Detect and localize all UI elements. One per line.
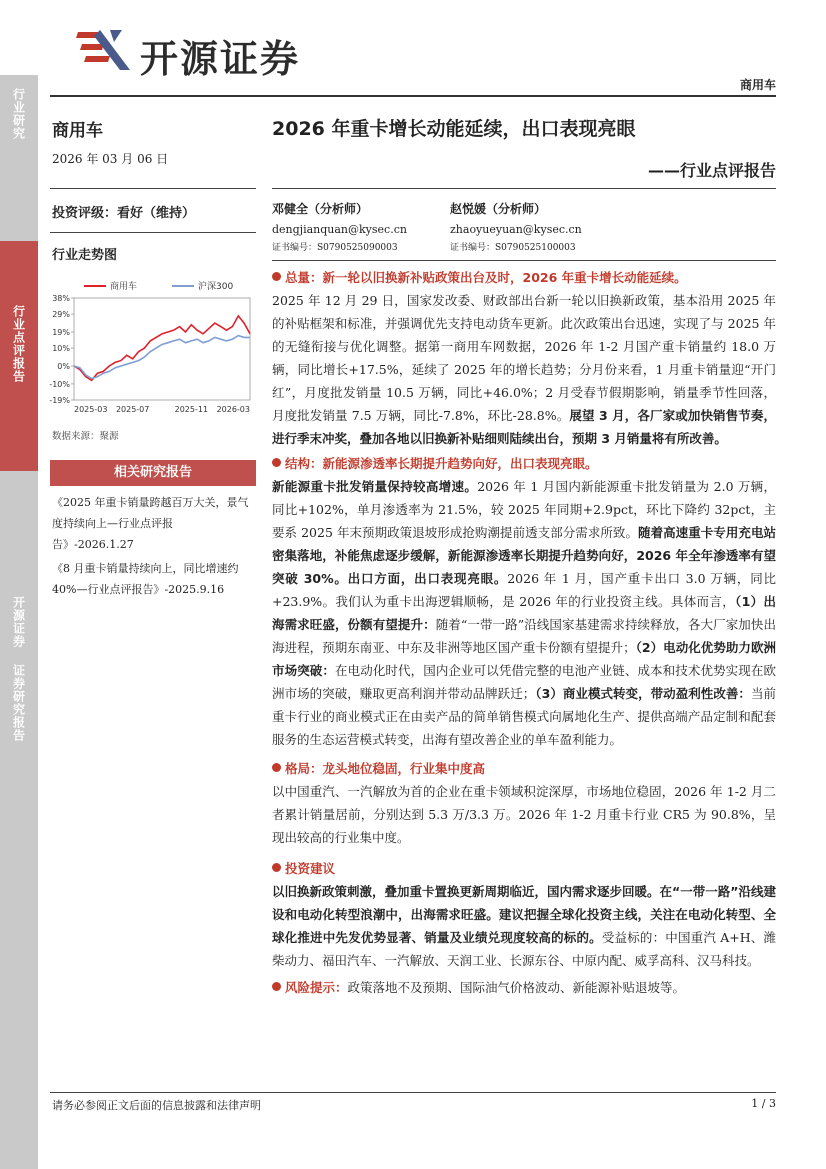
analyst-2 xyxy=(450,200,582,253)
section-5-paragraph xyxy=(272,976,776,999)
chart-y-tick-label: -19% xyxy=(49,396,70,405)
section-3-heading-text: 格局：龙头地位稳固，行业集中度高 xyxy=(285,761,486,776)
kaiyuan-logo-icon xyxy=(74,26,134,74)
section-2-text-5: 当前重卡行业的商业模式正在由卖产品的简单销售模式向属地化生产、提供高端产品定制和配套服务的生态运营模式转变，出海有望改善企业的单车盈利能力。 xyxy=(272,686,776,747)
sidebar-label-industry-research: 行业研究 xyxy=(11,88,26,140)
chart-x-tick-label: 2025-11 xyxy=(174,405,209,414)
section-2-paragraph xyxy=(272,475,776,751)
left-rule-1 xyxy=(50,188,256,189)
analyst-1-name: 邓健全（分析师） xyxy=(272,202,369,216)
report-subtitle: ——行业点评报告 xyxy=(647,161,776,180)
section-4-heading-text: 投资建议 xyxy=(285,861,336,876)
chart-x-tick-label: 2025-07 xyxy=(115,405,150,414)
report-title: 2026 年重卡增长动能延续，出口表现亮眼 xyxy=(272,118,636,140)
chart-y-tick-label: 19% xyxy=(52,328,70,337)
section-2-bold-1: 新能源重卡批发销量保持较高增速。 xyxy=(272,479,478,494)
footer-rule xyxy=(50,1092,776,1093)
section-3-heading xyxy=(272,757,776,780)
section-4-paragraph xyxy=(272,880,776,972)
chart-legend-label: 商用车 xyxy=(110,282,138,292)
section-1-text: 2025 年 12 月 29 日，国家发改委、财政部出台新一轮以旧换新政策，基本沿用 2025 年的补贴框架和标准，并强调优先支持电动货车更新。此次政策出台迅速，实现了与 2025 年的无缝衔接与优化调整。据第一商用车网数据，2026 年 1-2 月国产重卡销量约 18.0 万辆，同比增长+17.5%，延续了 2025 年的增长趋势；分月份来看，1 月重卡销量迎“开门红”，月度批发销量 10.5 万辆，同比+46.0%；2 月受春节假期影响，销量季节性回落，月度批发销量 7.5 万辆，同比-7.8%，环比-28.8%。 xyxy=(272,293,776,423)
chart-y-tick-label: 10% xyxy=(52,344,70,354)
section-2-heading xyxy=(272,452,776,475)
chart-x-tick-label: 2025-03 xyxy=(74,405,108,414)
investment-rating: 投资评级：看好（维持） xyxy=(52,206,196,221)
analyst-1-cert: 证书编号：S0790525090003 xyxy=(272,243,398,253)
section-5-heading: 风险提示： xyxy=(285,980,348,995)
industry-trend-chart xyxy=(40,272,262,420)
section-2-text-1: 2026 年 1 月国内新能源重卡批发销量为 2.0 万辆，同比+102%，单月渗透率为 21.5%，较 2025 年同期+2.9pct，环比下降约 32pct，主要系 2025 年末预期政策退坡形成抢购潮提前透支部分需求所致。 xyxy=(272,479,776,540)
sidebar-label-brand: 开源证券 xyxy=(11,596,26,648)
section-2-text-2: 2026 年 1 月，国产重卡出口 3.0 万辆，同比+23.9%。我们认为重卡出海逻辑顺畅，是 2026 年的行业投资主线。具体而言， xyxy=(272,571,776,609)
title-rule xyxy=(272,188,776,189)
sidebar-bottom-strip xyxy=(0,471,38,1169)
sidebar-label-securities-research: 证券研究报告 xyxy=(11,664,26,742)
chart-y-tick-label: 29% xyxy=(52,310,70,320)
analyst-2-name: 赵悦媛（分析师） xyxy=(450,202,547,216)
left-rule-2 xyxy=(50,232,256,233)
sidebar-label-report-type: 行业点评报告 xyxy=(11,305,26,383)
bullet-icon xyxy=(272,763,281,772)
footer-disclaimer: 请务必参阅正文后面的信息披露和法律声明 xyxy=(52,1099,261,1112)
bullet-icon xyxy=(272,863,281,872)
chart-y-tick-label: 0% xyxy=(57,362,70,371)
section-1-heading-text: 总量：新一轮以旧换新补贴政策出台及时，2026 年重卡增长动能延续。 xyxy=(285,270,687,285)
chart-plot-frame xyxy=(74,298,250,400)
section-5-text: 政策落地不及预期、国际油气价格波动、新能源补贴退坡等。 xyxy=(347,980,686,995)
section-2-bold-2: 随着高速重卡专用充电站密集落地，补能焦虑逐步缓解，新能源渗透率长期提升趋势向好，2026 年全年渗透率有望突破 30%。出口方面，出口表现亮眼。 xyxy=(272,525,776,586)
related-report-1[interactable]: 《2025 年重卡销量跨越百万大关，景气度持续向上—行业点评报告》-2026.1.27 xyxy=(52,496,249,551)
analyst-2-email[interactable]: zhaoyueyuan@kysec.cn xyxy=(450,223,582,236)
bullet-icon xyxy=(272,272,281,281)
header-rule xyxy=(50,95,776,97)
logo-text: 开源证券 xyxy=(140,37,301,81)
related-report-2[interactable]: 《8 月重卡销量持续向上，同比增速约 40%—行业点评报告》-2025.9.16 xyxy=(52,562,239,596)
report-date: 2026 年 03 月 06 日 xyxy=(52,152,169,166)
section-2-text-4: 在电动化时代，国内企业可以凭借完整的电池产业链、成本和技术优势实现在欧洲市场的突破，赚取更高利润并带动品牌跃迁； xyxy=(272,663,776,701)
section-tag: 商用车 xyxy=(739,78,776,92)
section-4-text: 受益标的：中国重汽 A+H、潍柴动力、福田汽车、一汽解放、天润工业、长源东谷、中原内配、威孚高科、汉马科技。 xyxy=(272,930,776,968)
chart-x-tick-label: 2026-03 xyxy=(216,405,250,414)
chart-y-tick-label: 38% xyxy=(52,294,70,303)
section-3-paragraph: 以中国重汽、一汽解放为首的企业在重卡领域积淀深厚，市场地位稳固，2026 年 1-2 月二者累计销量居前，分别达到 5.3 万/3.3 万。2026 年 1-2 月重卡行业 CR5 为 90.8%，呈现出较高的行业集中度。 xyxy=(272,784,776,845)
bullet-icon xyxy=(272,982,281,991)
section-1-bold: 展望 3 月，各厂家或加快销售节奏，进行季末冲奖，叠加各地以旧换新补贴细则陆续出台，预期 3 月销量将有所改善。 xyxy=(272,408,776,446)
related-reports-title: 相关研究报告 xyxy=(50,460,256,486)
section-2-bold-5: （3）商业模式转变，带动盈利性改善： xyxy=(535,686,751,701)
report-body xyxy=(272,266,776,999)
industry-name: 商用车 xyxy=(52,121,103,141)
bullet-icon xyxy=(272,458,281,467)
analyst-rule xyxy=(272,260,776,261)
data-source: 数据来源：聚源 xyxy=(52,431,119,442)
section-1-heading xyxy=(272,266,776,289)
section-4-bold: 以旧换新政策刺激，叠加重卡置换更新周期临近，国内需求逐步回暖。在“一带一路”沿线建设和电动化转型浪潮中，出海需求旺盛。建议把握全球化投资主线，关注在电动化转型、全球化推进中先发优势显著、销量及业绩兑现度较高的标的。 xyxy=(272,884,776,945)
section-2-bold-4: （2）电动化优势助力欧洲市场突破： xyxy=(272,640,776,678)
trend-chart-title: 行业走势图 xyxy=(52,248,118,263)
chart-legend-label: 沪深300 xyxy=(198,282,234,292)
section-2-heading-text: 结构：新能源渗透率长期提升趋势向好，出口表现亮眼。 xyxy=(285,456,598,471)
analyst-2-cert: 证书编号：S0790525100003 xyxy=(450,243,576,253)
analyst-1 xyxy=(272,200,407,253)
page-number: 1 / 3 xyxy=(751,1097,776,1110)
section-1-paragraph xyxy=(272,289,776,450)
section-2-bold-3: （1）出海需求旺盛，份额有望提升： xyxy=(272,594,776,632)
chart-y-tick-label: -10% xyxy=(49,379,70,389)
analyst-1-email[interactable]: dengjianquan@kysec.cn xyxy=(272,223,407,236)
section-4-heading xyxy=(272,857,776,880)
section-2-text-3: 随着“一带一路”沿线国家基建需求持续释放，各大厂家加快出海进程，预期东南亚、中东及非洲等地区国产重卡份额有望提升； xyxy=(272,617,776,655)
chart-series-line-1 xyxy=(74,316,250,380)
